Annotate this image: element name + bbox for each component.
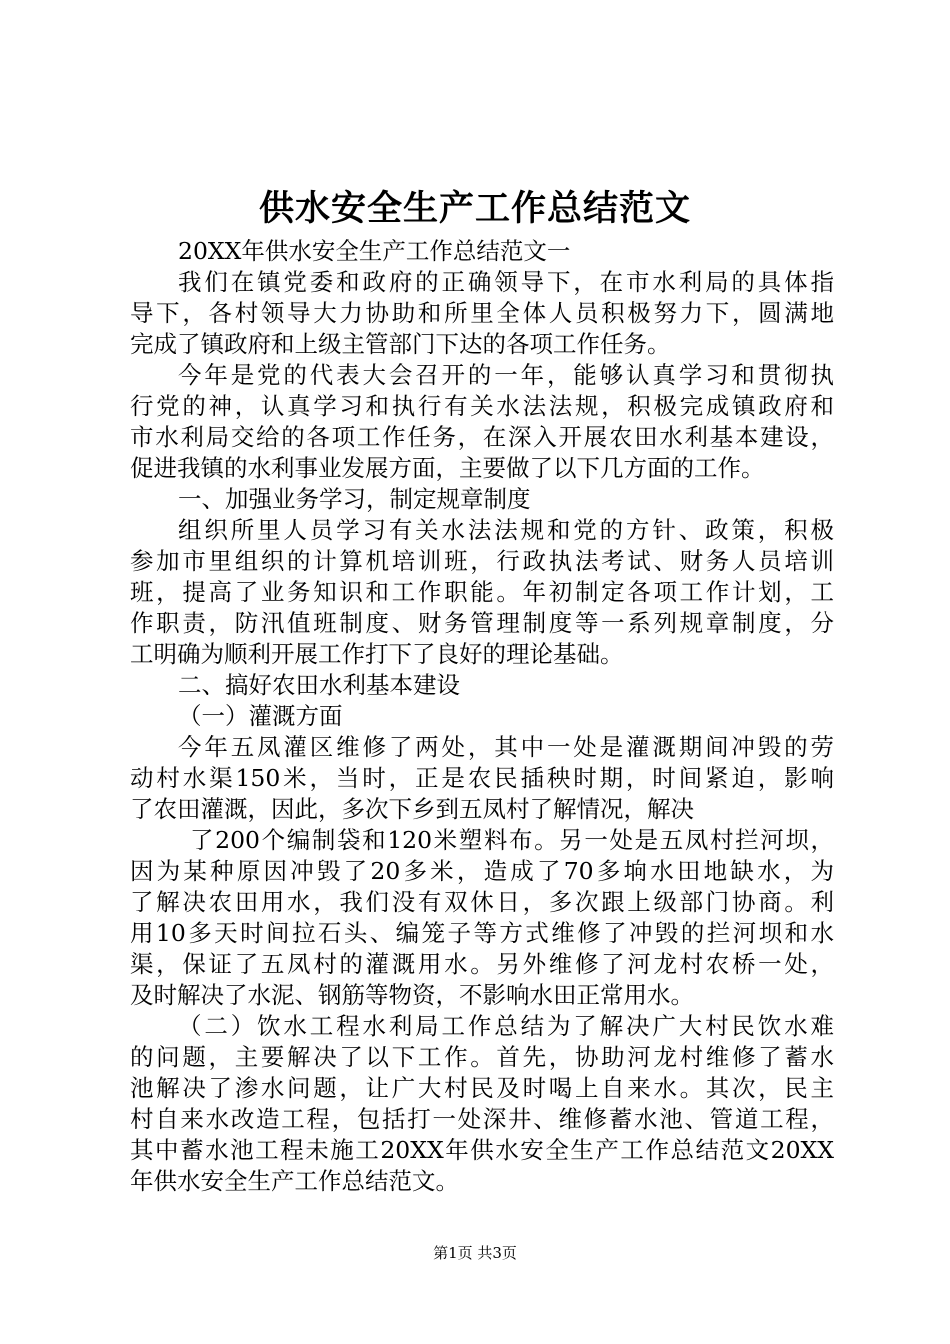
- paragraph-line: 池解决了渗水问题，让广大村民及时喝上自来水。其次，民主: [130, 1074, 834, 1102]
- paragraph-line: 年供水安全生产工作总结范文。: [130, 1167, 459, 1195]
- paragraph-line: 班，提高了业务知识和工作职能。年初制定各项工作计划，工: [130, 578, 834, 606]
- section-heading: 二、搞好农田水利基本建设: [178, 671, 460, 699]
- paragraph-line: 了农田灌溉，因此，多次下乡到五凤村了解情况，解决: [130, 795, 694, 823]
- paragraph-line: 今年五凤灌区维修了两处，其中一处是灌溉期间冲毁的劳: [178, 733, 834, 761]
- document-body: [130, 236, 834, 1197]
- section-heading: 20XX年供水安全生产工作总结范文一: [178, 237, 571, 265]
- paragraph-line: 其中蓄水池工程未施工20XX年供水安全生产工作总结范文20XX: [130, 1136, 834, 1164]
- section-heading: 一、加强业务学习，制定规章制度: [178, 485, 531, 513]
- paragraph-line: （二）饮水工程水利局工作总结为了解决广大村民饮水难: [178, 1012, 834, 1040]
- paragraph-line: 工明确为顺利开展工作打下了良好的理论基础。: [130, 640, 624, 668]
- subsection-heading: （一）灌溉方面: [178, 702, 343, 730]
- paragraph-line: 村自来水改造工程，包括打一处深井、维修蓄水池、管道工程，: [130, 1105, 834, 1133]
- paragraph-line: 完成了镇政府和上级主管部门下达的各项工作任务。: [130, 330, 671, 358]
- document-title: 供水安全生产工作总结范文: [258, 188, 691, 229]
- paragraph-line: 今年是党的代表大会召开的一年，能够认真学习和贯彻执: [178, 361, 834, 389]
- paragraph-line: 导下，各村领导大力协助和所里全体人员积极努力下，圆满地: [130, 299, 834, 327]
- paragraph-line: 动村水渠150米，当时，正是农民插秧时期，时间紧迫，影响: [130, 764, 834, 792]
- paragraph-line: 用10多天时间拉石头、编笼子等方式维修了冲毁的拦河坝和水: [130, 919, 834, 947]
- paragraph-line: 行党的神，认真学习和执行有关水法法规，积极完成镇政府和: [130, 392, 834, 420]
- paragraph-line: 我们在镇党委和政府的正确领导下，在市水利局的具体指: [178, 268, 834, 296]
- paragraph-line: 促进我镇的水利事业发展方面，主要做了以下几方面的工作。: [130, 454, 765, 482]
- paragraph-line: 组织所里人员学习有关水法法规和党的方针、政策，积极: [178, 516, 834, 544]
- paragraph-line: 了200个编制袋和120米塑料布。另一处是五凤村拦河坝，: [190, 826, 834, 854]
- paragraph-line: 渠，保证了五凤村的灌溉用水。另外维修了河龙村农桥一处，: [130, 950, 834, 978]
- paragraph-line: 作职责，防汛值班制度、财务管理制度等一系列规章制度，分: [130, 609, 834, 637]
- paragraph-line: 及时解决了水泥、钢筋等物资，不影响水田正常用水。: [130, 981, 694, 1009]
- paragraph-line: 市水利局交给的各项工作任务，在深入开展农田水利基本建设，: [130, 423, 834, 451]
- paragraph-line: 了解决农田用水，我们没有双休日，多次跟上级部门协商。利: [130, 888, 834, 916]
- paragraph-line: 的问题，主要解决了以下工作。首先，协助河龙村维修了蓄水: [130, 1043, 834, 1071]
- page-footer: 第1页 共3页: [433, 1244, 517, 1262]
- paragraph-line: 因为某种原因冲毁了20多米，造成了70多垧水田地缺水，为: [130, 857, 834, 885]
- paragraph-line: 参加市里组织的计算机培训班，行政执法考试、财务人员培训: [130, 547, 834, 575]
